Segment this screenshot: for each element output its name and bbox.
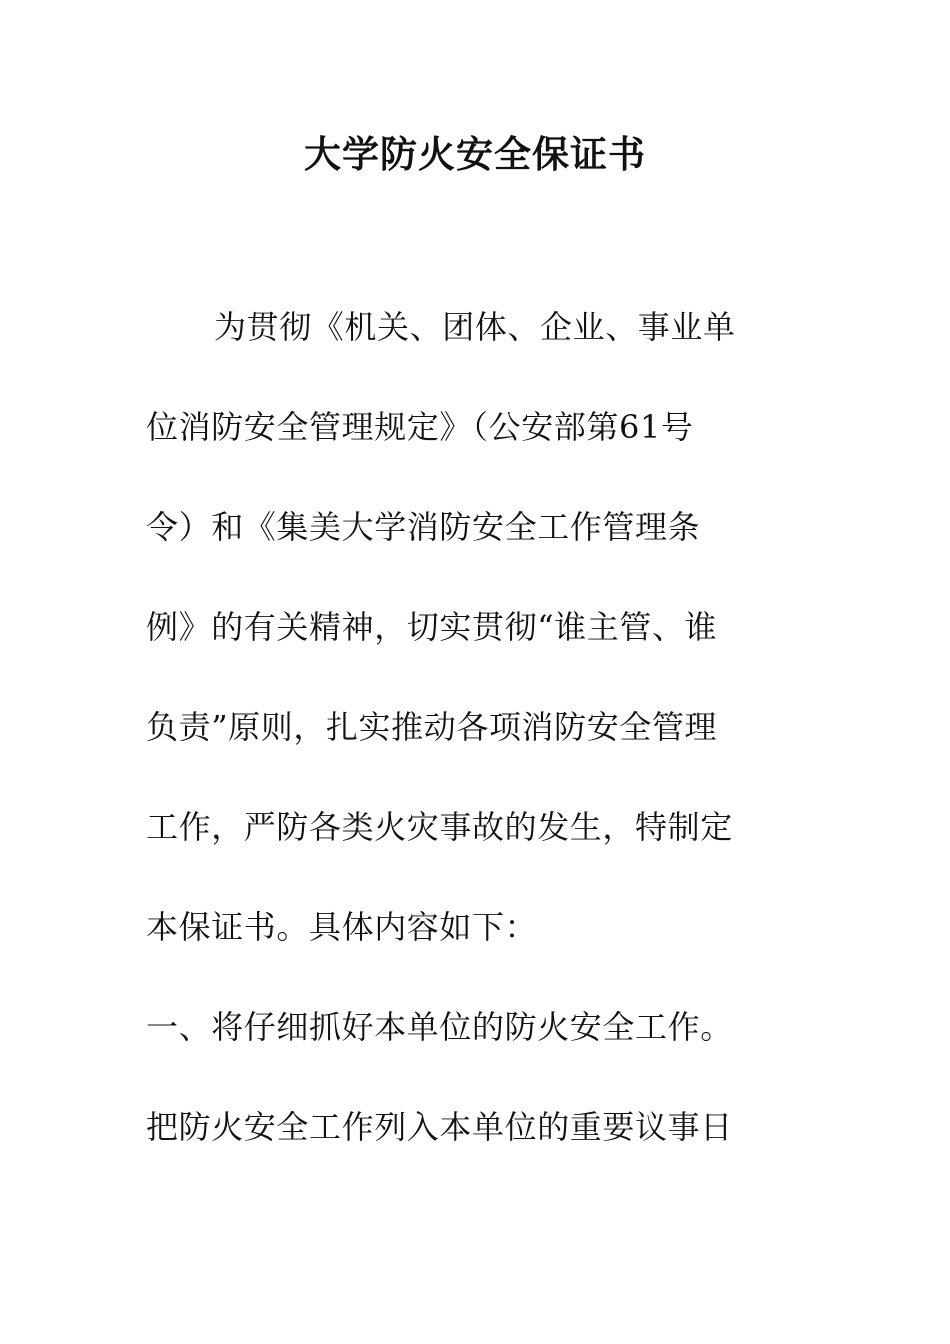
body-line: 为贯彻《机关、团体、企业、事业单 [214, 308, 736, 346]
body-line: 位消防安全管理规定》（公安部第61号 [146, 408, 694, 446]
document-body [146, 300, 806, 1200]
body-line: 工作，严防各类火灾事故的发生，特制定 [146, 808, 733, 846]
body-line: 把防火安全工作列入本单位的重要议事日 [146, 1108, 733, 1146]
body-line: 例》的有关精神，切实贯彻“谁主管、谁 [146, 608, 718, 646]
body-line: 本保证书。具体内容如下： [146, 908, 538, 946]
document-title: 大学防火安全保证书 [304, 132, 646, 176]
body-line: 令）和《集美大学消防安全工作管理条 [146, 508, 701, 546]
body-line: 一、将仔细抓好本单位的防火安全工作。 [146, 1008, 733, 1046]
body-line: 负责”原则，扎实推动各项消防安全管理 [146, 708, 718, 746]
